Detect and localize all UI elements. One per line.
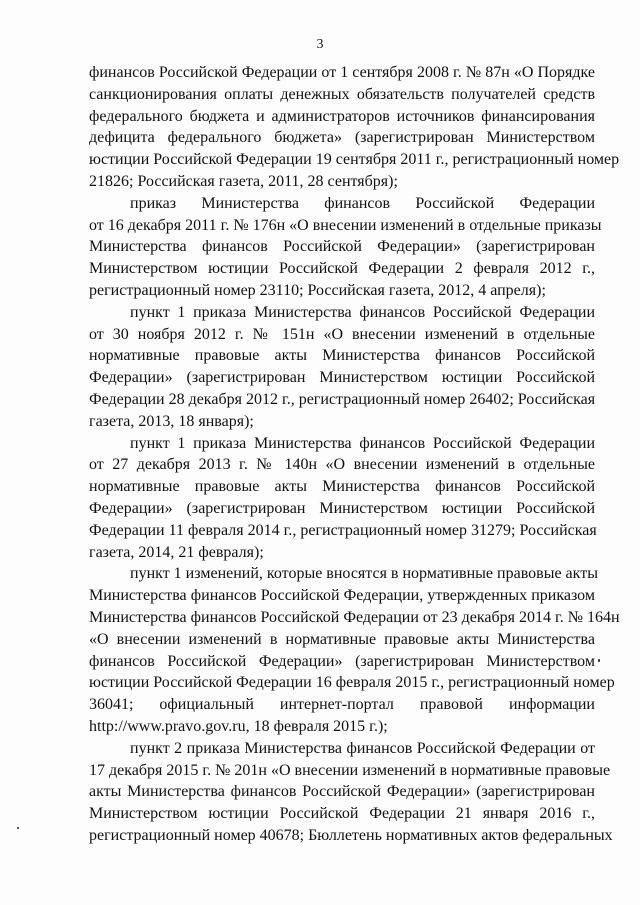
text-line: «О внесении изменений в нормативные правовые акты Министерства	[89, 630, 595, 648]
text-line: пункт 1 приказа Министерства финансов Российской Федерации	[130, 303, 595, 321]
paragraph	[89, 302, 595, 433]
text-line: Федерации 11 февраля 2014 г., регистрационный номер 31279; Российская	[89, 521, 597, 539]
text-line: от 16 декабря 2011 г. № 176н «О внесении изменений в отдельные приказы	[89, 216, 602, 234]
text-line: Федерации 28 декабря 2012 г., регистрационный номер 26402; Российская	[89, 390, 596, 408]
text-line: от 30 ноября 2012 г. № 151н «О внесении изменений в отдельные	[89, 325, 595, 343]
text-line: Федерации» (зарегистрирован Министерством юстиции Российской	[89, 369, 595, 387]
text-line: финансов Российской Федерации от 1 сентября 2008 г. № 87н «О Порядке	[89, 64, 595, 81]
text-line: нормативные правовые акты Министерства финансов Российской	[89, 478, 595, 496]
text-line: юстиции Российской Федерации 19 сентября 2011 г., регистрационный номер	[89, 151, 620, 169]
text-line: пункт 1 изменений, которые вносятся в нормативные правовые акты	[130, 565, 598, 583]
text-line: юстиции Российской Федерации 16 февраля 2015 г., регистрационный номер	[89, 674, 615, 692]
text-line: газета, 2013, 18 января);	[89, 412, 254, 430]
paragraph	[89, 62, 620, 193]
text-line: финансов Российской Федерации» (зарегистрирован Министерством	[89, 652, 595, 670]
paragraph	[89, 193, 602, 302]
text-line: 21826; Российская газета, 2011, 28 сентября);	[89, 172, 398, 190]
text-line: санкционирования оплаты денежных обязательств получателей средств	[89, 85, 595, 103]
text-line: пункт 1 приказа Министерства финансов Российской Федерации	[130, 434, 595, 452]
text-line: пункт 2 приказа Министерства финансов Российской Федерации от	[130, 739, 595, 757]
text-line: Министерством юстиции Российской Федерации 21 января 2016 г.,	[89, 805, 595, 823]
scan-speck	[17, 827, 19, 829]
paragraph	[89, 433, 595, 564]
text-line: Федерации» (зарегистрирован Министерством юстиции Российской	[89, 499, 595, 517]
text-line: от 27 декабря 2013 г. № 140н «О внесении изменений в отдельные	[89, 456, 595, 474]
scan-speck	[598, 659, 600, 662]
text-line: Министерства финансов Российской Федерации, утвержденных приказом	[89, 587, 595, 605]
text-line: регистрационный номер 23110; Российская газета, 2012, 4 апреля);	[89, 281, 546, 299]
text-line: федерального бюджета и администраторов источников финансирования	[89, 107, 595, 125]
text-line: регистрационный номер 40678; Бюллетень нормативных актов федеральных	[89, 826, 613, 844]
text-line: акты Министерства финансов Российской Федерации» (зарегистрирован	[89, 783, 595, 801]
paragraph	[89, 738, 613, 847]
text-line: нормативные правовые акты Министерства финансов Российской	[89, 347, 595, 365]
text-line: дефицита федерального бюджета» (зарегистрирован Министерством	[89, 129, 595, 147]
document-body	[89, 62, 620, 847]
paragraph	[89, 563, 620, 737]
text-line: 17 декабря 2015 г. № 201н «О внесении изменений в нормативные правовые	[89, 761, 611, 779]
page-number: 3	[316, 37, 324, 52]
text-line: Министерства финансов Российской Федерации» (зарегистрирован	[89, 238, 595, 256]
text-line: http://www.pravo.gov.ru, 18 февраля 2015 г.);	[89, 717, 388, 735]
text-line: приказ Министерства финансов Российской Федерации	[130, 194, 595, 212]
text-line: 36041; официальный интернет-портал правовой информации	[89, 696, 595, 714]
text-line: газета, 2014, 21 февраля);	[89, 543, 264, 561]
text-line: Министерством юстиции Российской Федерации 2 февраля 2012 г.,	[89, 260, 595, 278]
text-line: Министерства финансов Российской Федерации от 23 декабря 2014 г. № 164н	[89, 608, 620, 626]
